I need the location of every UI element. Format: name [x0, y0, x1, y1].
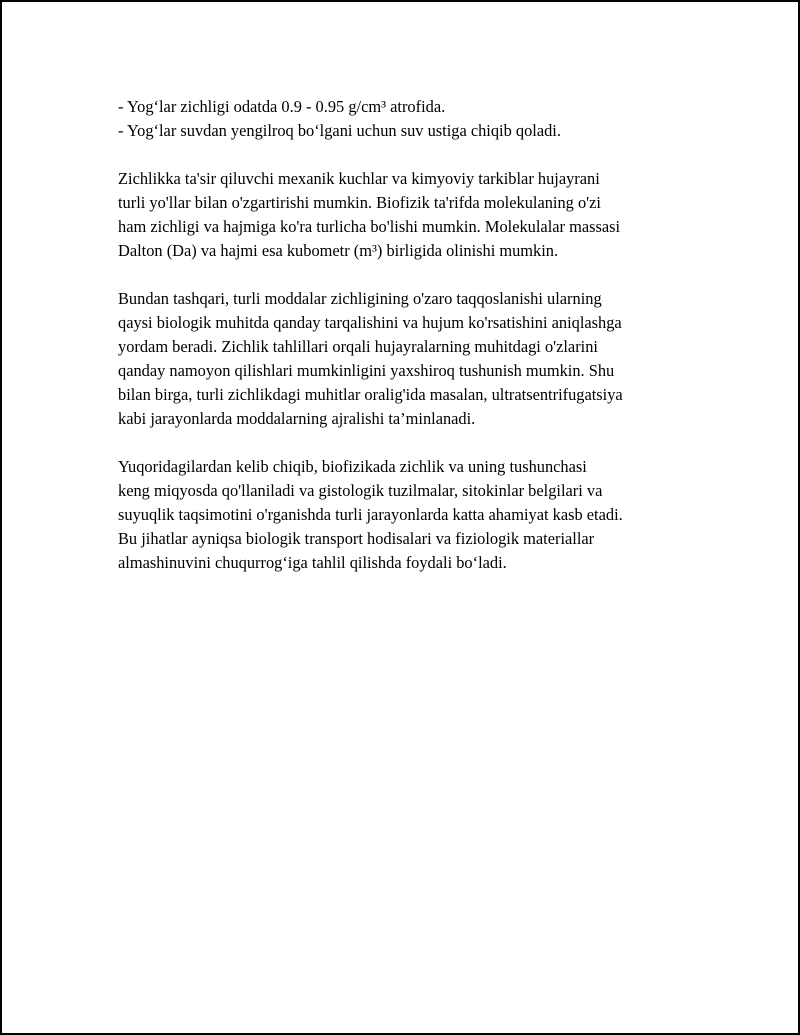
paragraph-line: Zichlikka ta'sir qiluvchi mexanik kuchlar va kimyoviy tarkiblar hujayrani: [118, 169, 600, 188]
paragraph-line: bilan birga, turli zichlikdagi muhitlar oralig'ida masalan, ultratsentrifugatsiya: [118, 385, 623, 404]
paragraph-line: Bundan tashqari, turli moddalar zichligining o'zaro taqqoslanishi ularning: [118, 289, 602, 308]
paragraph-line: almashinuvini chuqurrog‘iga tahlil qilishda foydali bo‘ladi.: [118, 553, 507, 572]
paragraph-line: suyuqlik taqsimotini o'rganishda turli jarayonlarda katta ahamiyat kasb etadi.: [118, 505, 623, 524]
paragraph-density-effects: [118, 167, 698, 263]
bullet-list: [118, 95, 698, 143]
paragraph-line: Dalton (Da) va hajmi esa kubometr (m³) birligida olinishi mumkin.: [118, 241, 559, 260]
paragraph-line: qaysi biologik muhitda qanday tarqalishini va hujum ko'rsatishini aniqlashga: [118, 313, 622, 332]
paragraph-line: Bu jihatlar ayniqsa biologik transport hodisalari va fiziologik materiallar: [118, 529, 595, 548]
bullet-item: - Yog‘lar zichligi odatda 0.9 - 0.95 g/cm³ atrofida.: [118, 97, 446, 116]
paragraph-line: yordam beradi. Zichlik tahlillari orqali hujayralarning muhitdagi o'zlarini: [118, 337, 598, 356]
paragraph-line: kabi jarayonlarda moddalarning ajralishi ta’minlanadi.: [118, 409, 476, 428]
paragraph-line: qanday namoyon qilishlari mumkinligini yaxshiroq tushunish mumkin. Shu: [118, 361, 615, 380]
paragraph-line: ham zichligi va hajmiga ko'ra turlicha bo'lishi mumkin. Molekulalar massasi: [118, 217, 621, 236]
paragraph-conclusion: [118, 455, 698, 575]
paragraph-line: keng miqyosda qo'llaniladi va gistologik tuzilmalar, sitokinlar belgilari va: [118, 481, 603, 500]
document-body: [118, 95, 698, 599]
paragraph-line: turli yo'llar bilan o'zgartirishi mumkin. Biofizik ta'rifda molekulaning o'zi: [118, 193, 601, 212]
paragraph-density-comparison: [118, 287, 698, 431]
bullet-item: - Yog‘lar suvdan yengilroq bo‘lgani uchun suv ustiga chiqib qoladi.: [118, 121, 561, 140]
paragraph-line: Yuqoridagilardan kelib chiqib, biofizikada zichlik va uning tushunchasi: [118, 457, 587, 476]
